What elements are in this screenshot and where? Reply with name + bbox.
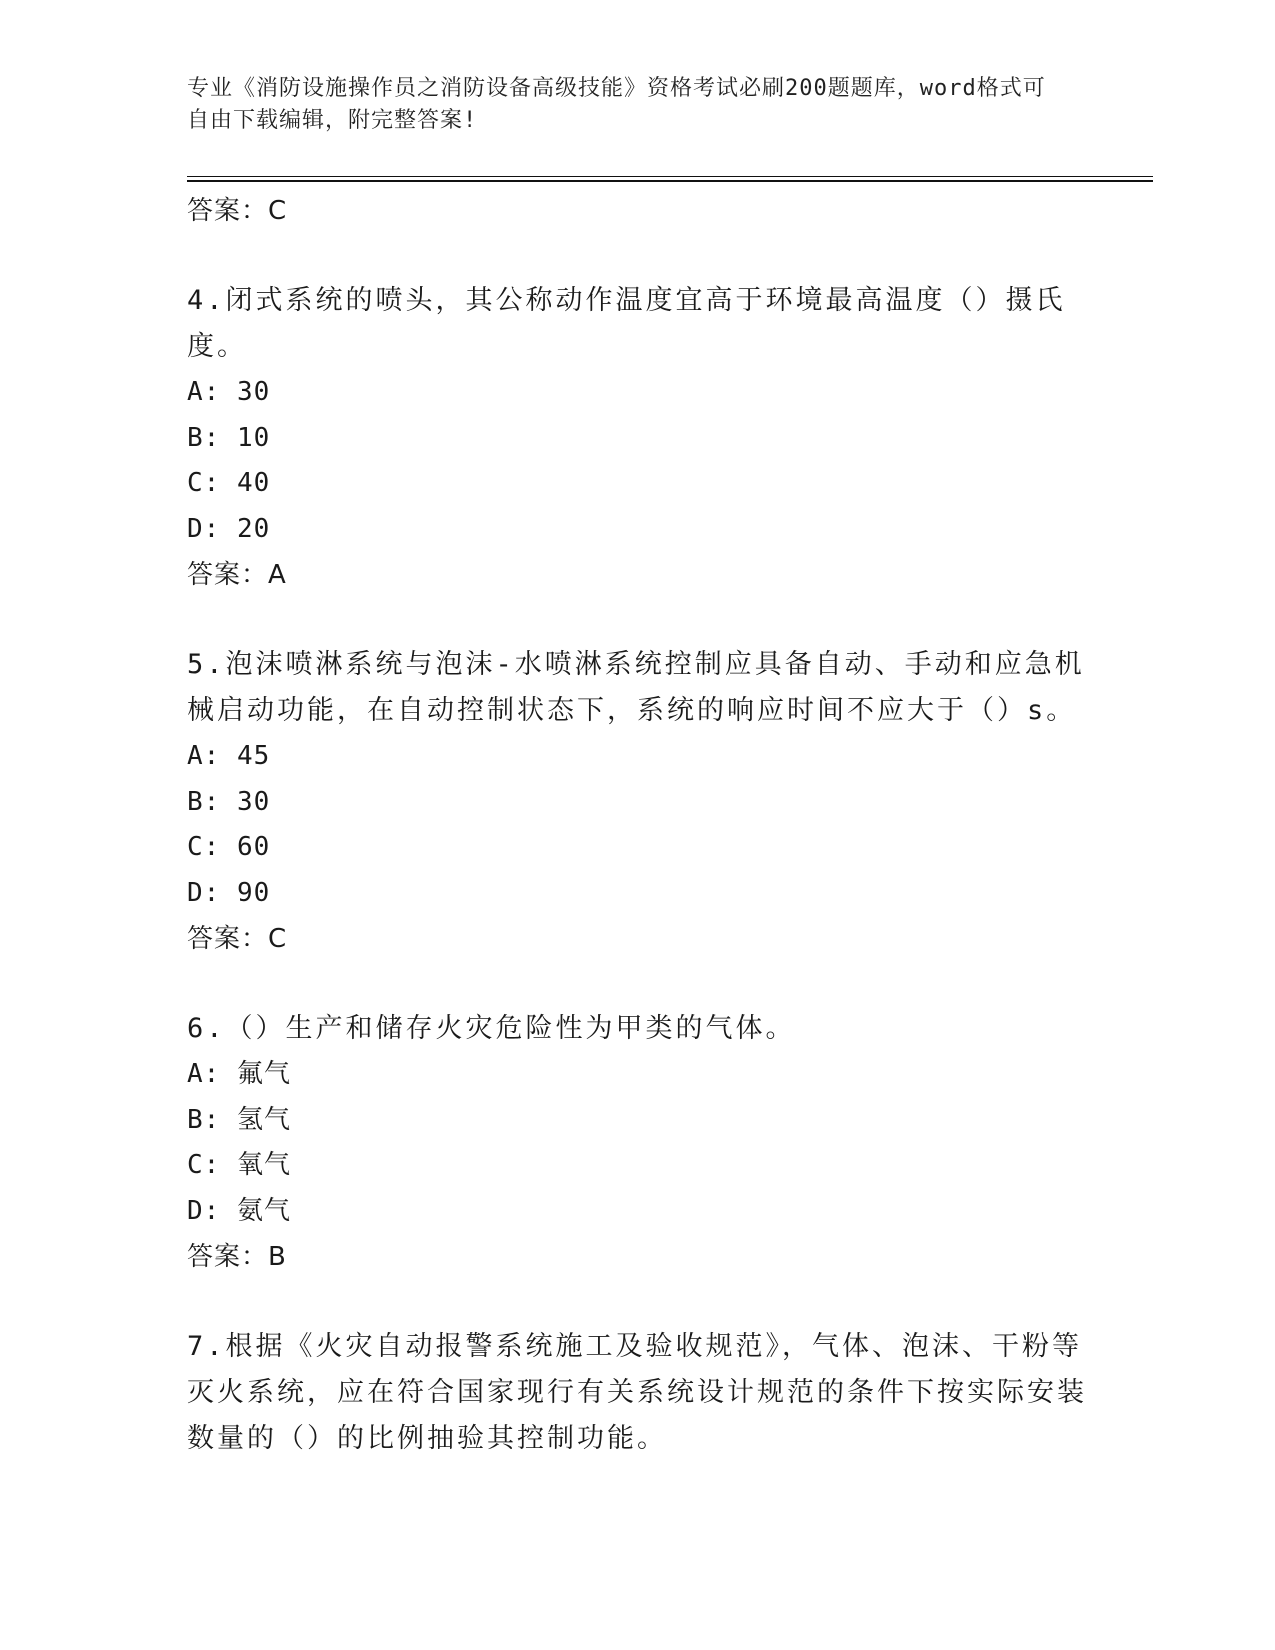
question-list (187, 188, 1087, 1462)
question-block-4 (187, 278, 1087, 598)
answer-line: 答案：A (187, 560, 287, 590)
spacer (187, 962, 1087, 1006)
question-text: 6.（）生产和储存火灾危险性为甲类的气体。 (187, 1013, 796, 1044)
option-b: B: 30 (187, 786, 271, 817)
option-b: B: 10 (187, 422, 271, 453)
question-text: 5.泡沫喷淋系统与泡沫-水喷淋系统控制应具备自动、手动和应急机械启动功能，在自动控制状态下，系统的响应时间不应大于（）s。 (187, 649, 1085, 726)
spacer (187, 598, 1087, 642)
option-a: A: 45 (187, 741, 271, 771)
question-text: 4.闭式系统的喷头，其公称动作温度宜高于环境最高温度（）摄氏度。 (187, 285, 1066, 362)
question-block-6 (187, 1006, 1087, 1280)
header-divider-thick (187, 180, 1153, 182)
answer-line: 答案：B (187, 1242, 287, 1272)
header-divider-thin (187, 176, 1153, 177)
option-d: D: 90 (187, 877, 271, 908)
spacer (187, 1280, 1087, 1324)
option-c: C: 氧气 (187, 1150, 291, 1180)
option-c: C: 60 (187, 832, 271, 862)
option-d: D: 氨气 (187, 1195, 291, 1226)
option-c: C: 40 (187, 468, 271, 498)
question-block-5 (187, 642, 1087, 962)
document-header: 专业《消防设施操作员之消防设备高级技能》资格考试必刷200题题库，word格式可自由下载编辑，附完整答案! (187, 76, 1046, 133)
question-block-7 (187, 1324, 1087, 1462)
option-b: B: 氢气 (187, 1104, 291, 1135)
option-a: A: 氟气 (187, 1059, 291, 1089)
answer-line: 答案：C (187, 196, 288, 226)
option-a: A: 30 (187, 377, 271, 407)
spacer (187, 234, 1087, 278)
answer-line: 答案：C (187, 924, 288, 954)
option-d: D: 20 (187, 513, 271, 544)
question-text: 7.根据《火灾自动报警系统施工及验收规范》，气体、泡沫、干粉等灭火系统，应在符合国家现行有关系统设计规范的条件下按实际安装数量的（）的比例抽验其控制功能。 (187, 1331, 1087, 1454)
